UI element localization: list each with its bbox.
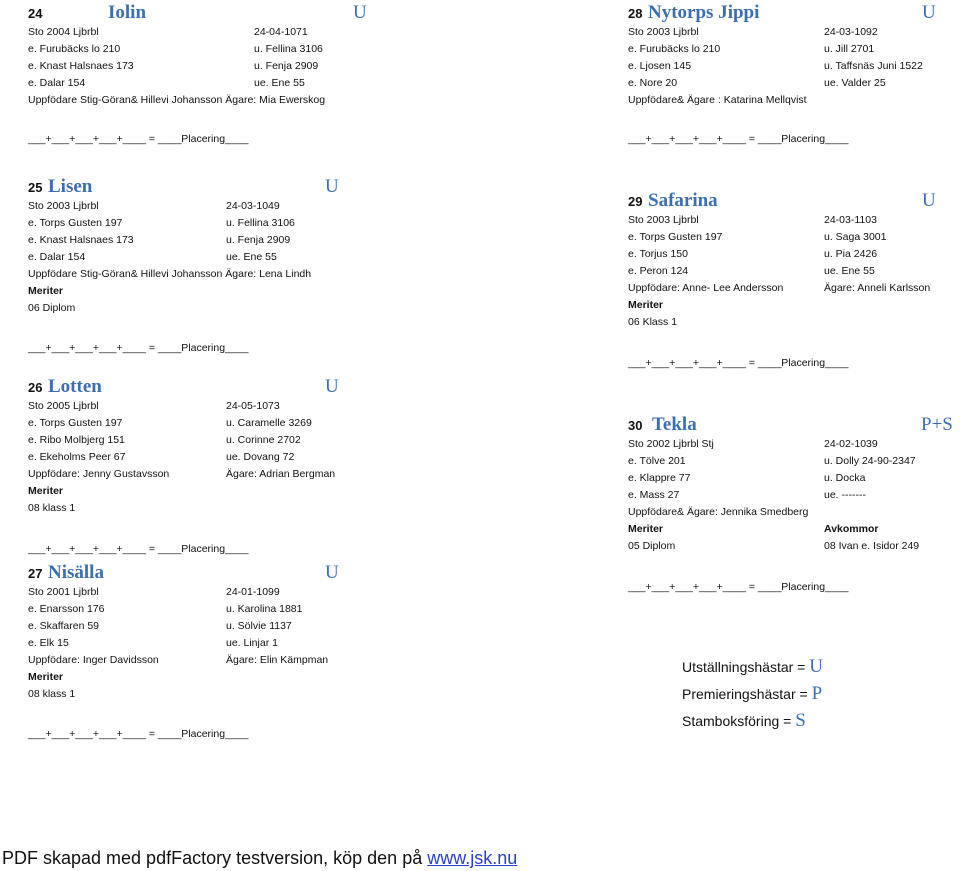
row-left: e. Furubäcks lo 210 (628, 43, 721, 55)
entry-number: 27 (28, 566, 43, 581)
entry-header (28, 176, 348, 198)
row-right: ue. Ene 55 (824, 265, 875, 277)
row-left: e. Ekeholms Peer 67 (28, 451, 126, 463)
horse-name: Nisälla (48, 562, 104, 583)
row-right: ue. Dovang 72 (226, 451, 295, 463)
row-left: Sto 2003 Ljbrbl (628, 214, 699, 226)
entry-number: 25 (28, 180, 43, 195)
row-right: u. Corinne 2702 (226, 434, 301, 446)
legend-symbol: U (809, 656, 823, 677)
entry-24 (28, 2, 367, 109)
entry-row (628, 297, 938, 314)
score-line: ___+___+___+___+____ = ____Placering____ (28, 728, 249, 740)
row-right: ue. Valder 25 (824, 77, 886, 89)
row-left: e. Dalar 154 (28, 251, 86, 263)
horse-name: Tekla (652, 414, 697, 435)
entry-row (628, 75, 938, 92)
row-left: e. Knast Halsnaes 173 (28, 60, 134, 72)
legend-label: Utställningshästar = (682, 659, 810, 675)
score-line: ___+___+___+___+____ = ____Placering____ (28, 133, 249, 145)
entry-row (628, 58, 938, 75)
entry-row (28, 92, 348, 109)
row-left: e. Furubäcks lo 210 (28, 43, 121, 55)
row-left: Meriter (28, 671, 64, 683)
class-code: P+S (921, 414, 953, 435)
row-left: e. Mass 27 (628, 489, 680, 501)
entry-29 (628, 190, 938, 331)
row-right: u. Dolly 24-90-2347 (824, 455, 916, 467)
entry-row (628, 24, 938, 41)
horse-name: Safarina (648, 190, 718, 211)
entry-row (28, 283, 348, 300)
row-left: 06 Klass 1 (628, 316, 678, 328)
row-left: Sto 2001 Ljbrbl (28, 586, 99, 598)
footer-text: PDF skapad med pdfFactory testversion, köp den på (2, 848, 428, 868)
entry-row (628, 521, 958, 538)
row-left: Uppfödare Stig-Göran& Hillevi Johansson Ägare: Lena Lindh (28, 268, 312, 280)
row-right: 24-05-1073 (226, 400, 280, 412)
entry-row (628, 453, 958, 470)
row-left: Uppfödare Stig-Göran& Hillevi Johansson Ägare: Mia Ewerskog (28, 94, 326, 106)
entry-row (628, 314, 938, 331)
entry-header (28, 562, 348, 584)
row-right: u. Saga 3001 (824, 231, 887, 243)
row-left: Sto 2002 Ljbrbl Stj (628, 438, 714, 450)
score-line: ___+___+___+___+____ = ____Placering____ (28, 342, 249, 354)
row-left: Uppfödare& Ägare: Jennika Smedberg (628, 506, 809, 518)
class-code: U (922, 2, 936, 23)
row-right: ue. ------- (824, 489, 866, 501)
footer-link[interactable]: www.jsk.nu (427, 848, 518, 868)
entry-row (28, 449, 348, 466)
row-right: u. Jill 2701 (824, 43, 875, 55)
entry-row (28, 41, 348, 58)
row-left: 06 Diplom (28, 302, 76, 314)
entry-row (28, 669, 348, 686)
row-left: Sto 2004 Ljbrbl (28, 26, 99, 38)
row-right: 24-02-1039 (824, 438, 878, 450)
row-left: e. Torjus 150 (628, 248, 688, 260)
entry-row (28, 635, 348, 652)
row-left: 08 klass 1 (28, 502, 76, 514)
score-line: ___+___+___+___+____ = ____Placering____ (28, 543, 249, 555)
entry-28 (628, 2, 938, 109)
row-right: u. Caramelle 3269 (226, 417, 312, 429)
row-right: ue. Ene 55 (254, 77, 305, 89)
entry-row (28, 601, 348, 618)
entry-row (28, 58, 348, 75)
entry-row (28, 266, 348, 283)
horse-name: Nytorps Jippi (648, 2, 760, 23)
score-line: ___+___+___+___+____ = ____Placering____ (628, 581, 849, 593)
legend-label: Stamboksföring = (682, 713, 796, 729)
entry-row (28, 300, 348, 317)
row-right: Ägare: Anneli Karlsson (824, 282, 931, 294)
row-left: e. Ribo Molbjerg 151 (28, 434, 125, 446)
row-right: 24-04-1071 (254, 26, 308, 38)
entry-row (28, 215, 348, 232)
row-right: Ägare: Elin Kämpman (226, 654, 329, 666)
entry-row (628, 436, 958, 453)
entry-row (28, 398, 348, 415)
entry-row (628, 212, 938, 229)
row-left: e. Skaffaren 59 (28, 620, 100, 632)
row-left: e. Klappre 77 (628, 472, 691, 484)
entry-row (628, 504, 958, 521)
score-line: ___+___+___+___+____ = ____Placering____ (628, 357, 849, 369)
row-left: e. Dalar 154 (28, 77, 86, 89)
entry-row (28, 618, 348, 635)
legend-symbol: P (811, 683, 823, 704)
row-left: Uppfödare& Ägare : Katarina Mellqvist (628, 94, 807, 106)
row-right: u. Fellina 3106 (226, 217, 295, 229)
entry-number: 26 (28, 380, 43, 395)
row-right: 24-03-1092 (824, 26, 878, 38)
row-right: ue. Linjar 1 (226, 637, 278, 649)
entry-row (28, 584, 348, 601)
entry-number: 30 (628, 418, 643, 433)
row-left: 05 Diplom (628, 540, 676, 552)
row-left: e. Torps Gusten 197 (28, 417, 123, 429)
entry-header (28, 376, 348, 398)
entry-row (28, 483, 348, 500)
entry-row (28, 415, 348, 432)
row-left: e. Tölve 201 (628, 455, 686, 467)
row-right: u. Pia 2426 (824, 248, 878, 260)
class-code: U (325, 376, 339, 397)
row-left: Meriter (628, 523, 664, 535)
entry-row (28, 432, 348, 449)
class-code: U (325, 562, 339, 583)
row-left: e. Knast Halsnaes 173 (28, 234, 134, 246)
entry-row (28, 466, 348, 483)
pdf-footer (2, 848, 517, 869)
entry-row (28, 686, 348, 703)
row-left: e. Enarsson 176 (28, 603, 105, 615)
entry-number: 28 (628, 6, 643, 21)
entry-row (28, 198, 348, 215)
entry-row (28, 500, 348, 517)
row-right: u. Taffsnäs Juni 1522 (824, 60, 923, 72)
row-left: Uppfödare: Anne- Lee Andersson (628, 282, 784, 294)
row-left: e. Peron 124 (628, 265, 689, 277)
row-right: 08 Ivan e. Isidor 249 (824, 540, 920, 552)
row-left: Meriter (28, 285, 64, 297)
entry-row (28, 232, 348, 249)
entry-row (628, 538, 958, 555)
entry-number: 29 (628, 194, 643, 209)
row-right: u. Docka (824, 472, 866, 484)
class-code: U (325, 176, 339, 197)
row-left: Sto 2005 Ljbrbl (28, 400, 99, 412)
row-left: e. Torps Gusten 197 (628, 231, 723, 243)
class-code: U (922, 190, 936, 211)
entry-header (628, 190, 938, 212)
entry-row (628, 92, 938, 109)
entry-row (628, 487, 958, 504)
row-left: e. Nore 20 (628, 77, 678, 89)
entry-25 (28, 176, 348, 317)
row-right: u. Sölvie 1137 (226, 620, 292, 632)
entry-row (628, 229, 938, 246)
entry-number: 24 (28, 6, 43, 21)
row-right: u. Fenja 2909 (226, 234, 291, 246)
row-right: u. Karolina 1881 (226, 603, 303, 615)
row-left: Meriter (28, 485, 64, 497)
class-code: U (353, 2, 367, 23)
row-right: 24-03-1103 (824, 214, 877, 226)
row-left: Sto 2003 Ljbrbl (28, 200, 99, 212)
entry-row (28, 652, 348, 669)
row-left: Uppfödare: Jenny Gustavsson (28, 468, 170, 480)
legend-studbook (682, 710, 806, 732)
entry-26 (28, 376, 348, 517)
row-right: Ägare: Adrian Bergman (226, 468, 336, 480)
row-left: Sto 2003 Ljbrbl (628, 26, 699, 38)
row-right: 24-03-1049 (226, 200, 280, 212)
row-right: ue. Ene 55 (226, 251, 277, 263)
entry-row (28, 75, 348, 92)
entry-header (628, 414, 958, 436)
entry-row (628, 470, 958, 487)
row-left: e. Ljosen 145 (628, 60, 692, 72)
row-left: 08 klass 1 (28, 688, 76, 700)
row-left: Uppfödare: Inger Davidsson (28, 654, 159, 666)
entry-row (628, 41, 938, 58)
row-left: e. Torps Gusten 197 (28, 217, 123, 229)
row-left: Meriter (628, 299, 664, 311)
legend-exhibition (682, 656, 823, 678)
entry-row (628, 246, 938, 263)
entry-row (28, 249, 348, 266)
entry-header (28, 2, 367, 24)
entry-row (28, 24, 348, 41)
row-right: 24-01-1099 (226, 586, 280, 598)
row-right: u. Fenja 2909 (254, 60, 319, 72)
row-right: u. Fellina 3106 (254, 43, 323, 55)
entry-row (628, 280, 938, 297)
legend-symbol: S (795, 710, 806, 731)
entry-row (628, 263, 938, 280)
legend-label: Premieringshästar = (682, 686, 812, 702)
horse-name: Iolin (108, 2, 147, 23)
entry-header (628, 2, 938, 24)
entry-27 (28, 562, 348, 703)
horse-name: Lisen (48, 176, 93, 197)
row-right: Avkommor (824, 523, 879, 535)
entry-30 (628, 414, 958, 555)
score-line: ___+___+___+___+____ = ____Placering____ (628, 133, 849, 145)
legend-premiering (682, 683, 822, 705)
row-left: e. Elk 15 (28, 637, 69, 649)
horse-name: Lotten (48, 376, 102, 397)
